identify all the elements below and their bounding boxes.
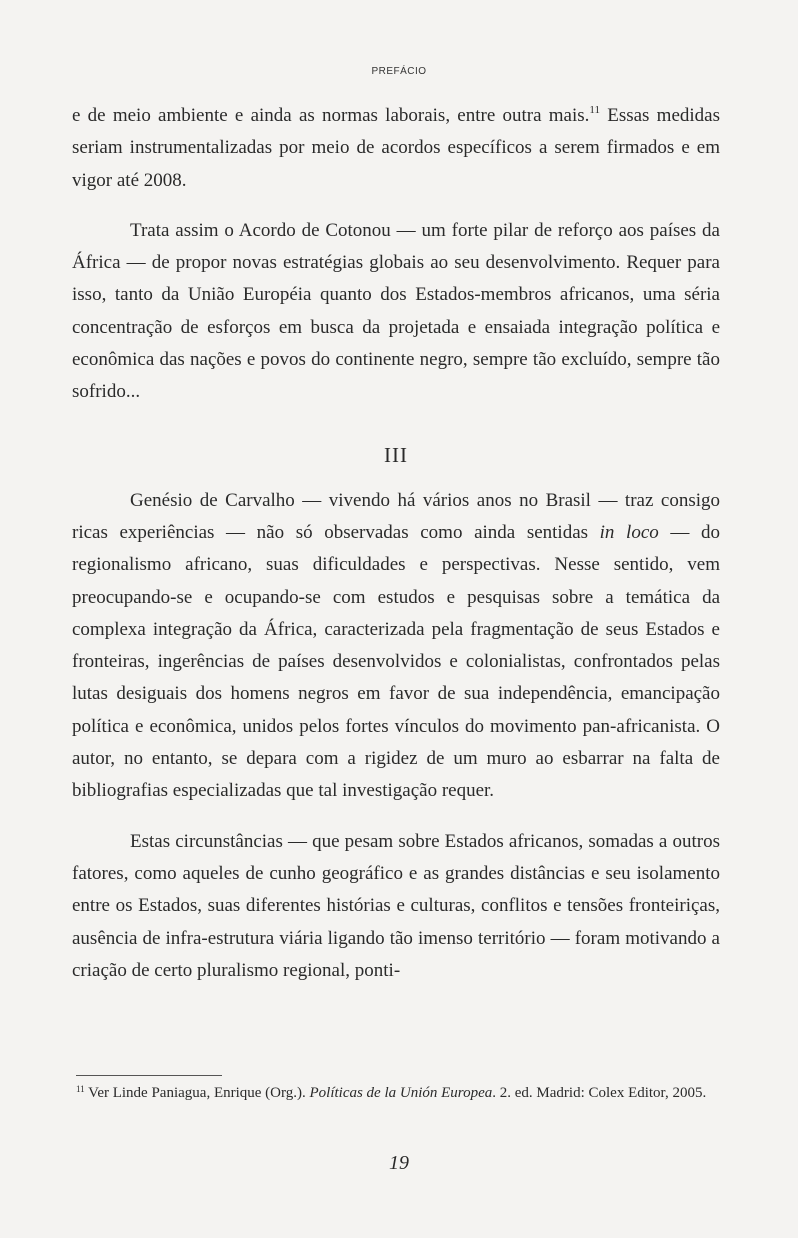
- paragraph-genesio: [72, 485, 720, 808]
- page-number: 19: [389, 1152, 409, 1174]
- text-run: — do regionalismo africano, suas dificuldades e perspectivas. Nesse sentido, vem preocupando-se e ocupando-se com estudos e pesquisas sobre a temática da complexa integração da África, caracterizada pela fragmentação de seus Estados e fronteiras, ingerências de países desenvolvidos e colonialistas, confrontados pelas lutas desiguais dos homens negros em favor de sua independência, emancipação política e econômica, unidos pelos fortes vínculos do movimento pan-africanista. O autor, no entanto, se depara com a rigidez de um muro ao esbarrar na falta de bibliografias especializadas que tal investigação requer.: [72, 521, 720, 802]
- text-run: e de meio ambiente e ainda as normas laborais, entre outra mais.: [72, 105, 590, 126]
- footnote: [76, 1082, 722, 1104]
- footnote-rule: [76, 1075, 222, 1076]
- paragraph-continuation: [72, 100, 720, 197]
- text-run: Estas circunstâncias — que pesam sobre Estados africanos, somadas a outros fatores, como aqueles de cunho geográfico e as grandes distâncias e seu isolamento entre os Estados, suas diferentes histórias e culturas, conflitos e tensões fronteiriças, ausência de infra-estrutura viária ligando tão imenso território — foram motivando a criação de certo pluralismo regional, ponti-: [72, 830, 720, 981]
- footnote-marker: 11: [76, 1084, 85, 1094]
- footnote-reference: 11: [589, 104, 600, 116]
- paragraph-cotonou: [72, 215, 720, 409]
- section-heading: III: [384, 442, 408, 467]
- italic-term: Políticas de la Unión Europea: [309, 1085, 493, 1101]
- text-run: Essas medidas seriam instrumentalizadas por meio de acordos específicos a serem firmados e em vigor até 2008.: [72, 105, 720, 191]
- text-run: Trata assim o Acordo de Cotonou — um forte pilar de reforço aos países da África — de propor novas estratégias globais ao seu desenvolvimento. Requer para isso, tanto da União Européia quanto dos Estados-membros africanos, uma séria concentração de esforços em busca da projetada e ensaiada integração política e econômica das nações e povos do continente negro, sempre tão excluído, sempre tão sofrido...: [72, 219, 720, 403]
- paragraph-circunstancias: [72, 826, 720, 987]
- footnote-text: [85, 1085, 707, 1101]
- running-head: PREFÁCIO: [371, 66, 427, 77]
- text-run: . 2. ed. Madrid: Colex Editor, 2005.: [492, 1085, 707, 1101]
- text-run: Ver Linde Paniagua, Enrique (Org.).: [84, 1085, 310, 1101]
- text-run: Genésio de Carvalho — vivendo há vários anos no Brasil — traz consigo ricas experiências — não só observadas como ainda sentidas: [72, 489, 720, 543]
- body-text: [72, 100, 720, 987]
- italic-term: in loco: [599, 521, 659, 543]
